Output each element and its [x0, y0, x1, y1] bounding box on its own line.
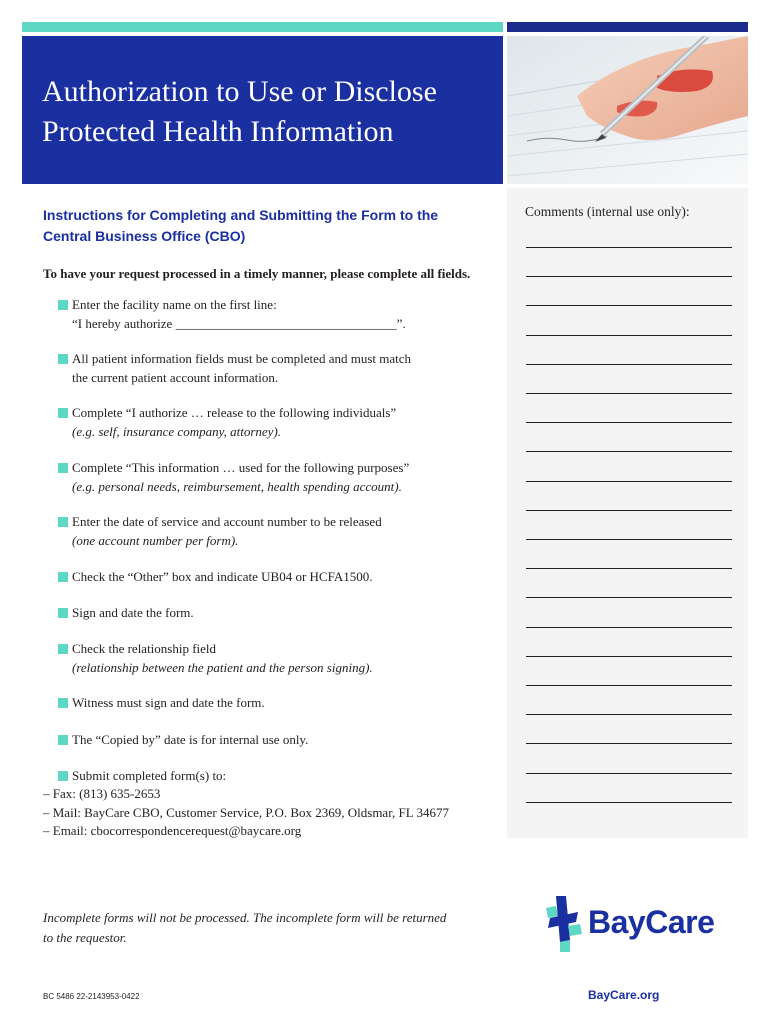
square-bullet-icon	[58, 608, 68, 618]
instruction-subtext: (one account number per form).	[72, 532, 239, 548]
top-accent-bar-teal	[22, 22, 503, 32]
square-bullet-icon	[58, 644, 68, 654]
comment-line[interactable]	[526, 743, 732, 744]
comment-line[interactable]	[526, 802, 732, 803]
submit-detail: – Fax: (813) 635-2653	[43, 786, 161, 801]
comments-panel	[507, 188, 748, 838]
square-bullet-icon	[58, 572, 68, 582]
form-code: BC 5486 22-2143953-0422	[43, 992, 140, 1001]
instruction-item	[58, 640, 498, 677]
baycare-logo	[540, 892, 740, 954]
instruction-item	[58, 513, 498, 550]
comment-line[interactable]	[526, 276, 732, 277]
square-bullet-icon	[58, 354, 68, 364]
comment-line[interactable]	[526, 451, 732, 452]
instructions-heading-line1: Instructions for Completing and Submitting the Form to the	[43, 207, 439, 223]
comment-line[interactable]	[526, 656, 732, 657]
footer-note-line2: to the requestor.	[43, 930, 127, 945]
instruction-item	[58, 767, 498, 786]
instruction-text: All patient information fields must be completed and must match	[72, 351, 412, 366]
instruction-item	[58, 731, 498, 750]
footer-note	[43, 908, 463, 948]
comments-label: Comments (internal use only):	[525, 204, 690, 219]
instruction-text: The “Copied by” date is for internal use only.	[72, 732, 309, 747]
comment-line[interactable]	[526, 685, 732, 686]
page-title-line1: Authorization to Use or Disclose	[42, 75, 437, 108]
instruction-text: Enter the date of service and account number to be released	[72, 514, 382, 529]
instruction-item	[58, 694, 498, 713]
comment-line[interactable]	[526, 422, 732, 423]
instructions-intro: To have your request processed in a timely manner, please complete all fields.	[43, 266, 471, 281]
title-banner	[22, 36, 503, 184]
instruction-text: Sign and date the form.	[72, 605, 194, 620]
instruction-subtext: the current patient account information.	[72, 369, 279, 385]
comment-line[interactable]	[526, 568, 732, 569]
submit-detail: – Mail: BayCare CBO, Customer Service, P.O. Box 2369, Oldsmar, FL 34677	[43, 804, 449, 820]
instructions-heading	[43, 205, 483, 247]
logo-text: BayCare	[588, 904, 715, 940]
instruction-subtext: (e.g. self, insurance company, attorney).	[72, 423, 282, 439]
instruction-item	[58, 404, 498, 441]
page-title-line2: Protected Health Information	[42, 115, 394, 148]
top-accent-bar-navy	[507, 22, 748, 32]
instruction-text: Submit completed form(s) to:	[72, 768, 227, 783]
footer-note-line1: Incomplete forms will not be processed. The incomplete form will be returned	[43, 910, 447, 925]
square-bullet-icon	[58, 771, 68, 781]
submit-detail: – Email: cbocorrespondencerequest@baycare.org	[43, 823, 302, 838]
hand-writing-photo	[507, 36, 748, 184]
instruction-subtext: (relationship between the patient and the person signing).	[72, 659, 373, 675]
instruction-item	[58, 604, 498, 623]
instruction-item	[58, 296, 498, 333]
square-bullet-icon	[58, 735, 68, 745]
comment-line[interactable]	[526, 335, 732, 336]
comment-line[interactable]	[526, 305, 732, 306]
comment-line[interactable]	[526, 773, 732, 774]
square-bullet-icon	[58, 408, 68, 418]
instruction-text: Witness must sign and date the form.	[72, 695, 265, 710]
square-bullet-icon	[58, 698, 68, 708]
comment-line[interactable]	[526, 247, 732, 248]
comment-line[interactable]	[526, 510, 732, 511]
square-bullet-icon	[58, 517, 68, 527]
instruction-text: Complete “I authorize … release to the following individuals”	[72, 405, 397, 420]
comment-line[interactable]	[526, 481, 732, 482]
square-bullet-icon	[58, 300, 68, 310]
instructions-heading-line2: Central Business Office (CBO)	[43, 228, 246, 244]
instruction-text: Enter the facility name on the first line:	[72, 297, 277, 312]
instruction-item	[58, 568, 498, 587]
instruction-item	[58, 459, 498, 496]
instruction-text: Complete “This information … used for the following purposes”	[72, 460, 410, 475]
comment-line[interactable]	[526, 364, 732, 365]
instruction-text: Check the relationship field	[72, 641, 217, 656]
comment-line[interactable]	[526, 597, 732, 598]
instruction-item	[58, 350, 498, 387]
comment-line[interactable]	[526, 539, 732, 540]
comment-line[interactable]	[526, 714, 732, 715]
website-link[interactable]: BayCare.org	[588, 988, 660, 1002]
instruction-subtext: “I hereby authorize __________________________________”.	[72, 315, 406, 331]
hand-with-pen-illustration	[507, 36, 748, 184]
comment-line[interactable]	[526, 627, 732, 628]
square-bullet-icon	[58, 463, 68, 473]
instruction-text: Check the “Other” box and indicate UB04 or HCFA1500.	[72, 569, 373, 584]
comment-line[interactable]	[526, 393, 732, 394]
baycare-cross-icon	[540, 896, 586, 952]
instruction-subtext: (e.g. personal needs, reimbursement, health spending account).	[72, 478, 402, 494]
page-title	[42, 72, 437, 152]
